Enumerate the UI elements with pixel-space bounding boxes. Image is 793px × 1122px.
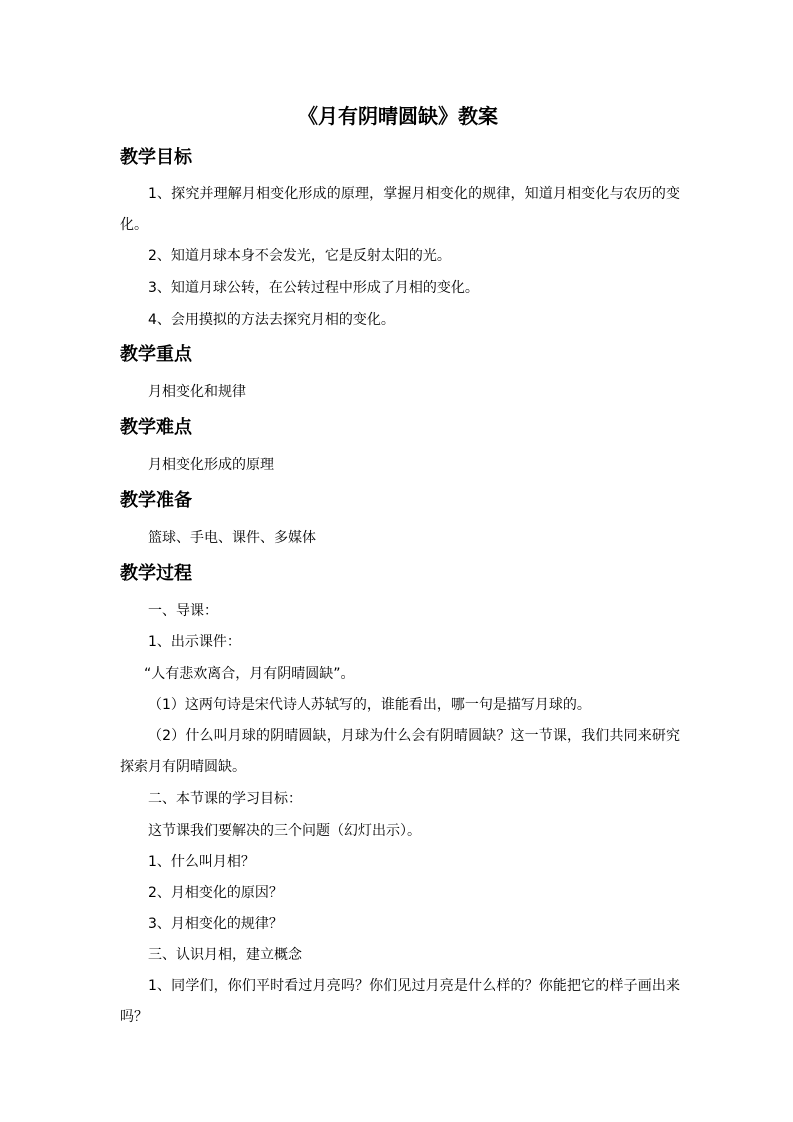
section-heading-preparation: 教学准备 [120, 490, 192, 511]
process-paragraph: （2）什么叫月球的阴晴圆缺，月球为什么会有阴晴圆缺？这一节课，我们共同来研究探索月有阴晴圆缺。 [120, 728, 680, 775]
objective-item-1: 1、探究并理解月相变化形成的原理，掌握月相变化的规律，知道月相变化与农历的变化。 [120, 186, 680, 233]
key-points-text: 月相变化和规律 [148, 384, 246, 400]
objective-item-3: 3、知道月球公转，在公转过程中形成了月相的变化。 [148, 280, 479, 296]
process-line: 一、导课： [148, 603, 218, 619]
process-line: 这节课我们要解决的三个问题（幻灯出示）。 [148, 823, 421, 839]
section-heading-difficulties: 教学难点 [120, 417, 192, 438]
process-line: 1、出示课件： [148, 634, 241, 650]
document-title: 《月有阴晴圆缺》教案 [298, 104, 498, 128]
process-paragraph: 1、同学们，你们平时看过月亮吗？你们见过月亮是什么样的？你能把它的样子画出来吗？ [120, 978, 680, 1025]
objective-item-2: 2、知道月球本身不会发光，它是反射太阳的光。 [148, 248, 451, 264]
section-heading-objectives: 教学目标 [120, 147, 192, 168]
process-line-poem-quote: “人有悲欢离合，月有阴晴圆缺”。 [144, 666, 355, 682]
process-line: 2、月相变化的原因？ [148, 885, 283, 901]
process-line: 二、本节课的学习目标： [148, 791, 302, 807]
process-line: （1）这两句诗是宋代诗人苏轼写的，谁能看出，哪一句是描写月球的。 [148, 697, 591, 713]
objective-item-4: 4、会用摸拟的方法去探究月相的变化。 [148, 312, 395, 328]
section-heading-key-points: 教学重点 [120, 344, 192, 365]
process-line: 3、月相变化的规律？ [148, 916, 283, 932]
process-line: 三、认识月相，建立概念 [148, 947, 302, 963]
process-line: 1、什么叫月相？ [148, 854, 255, 870]
difficulties-text: 月相变化形成的原理 [148, 457, 274, 473]
preparation-text: 篮球、手电、课件、多媒体 [148, 530, 316, 546]
section-heading-process: 教学过程 [120, 563, 192, 584]
